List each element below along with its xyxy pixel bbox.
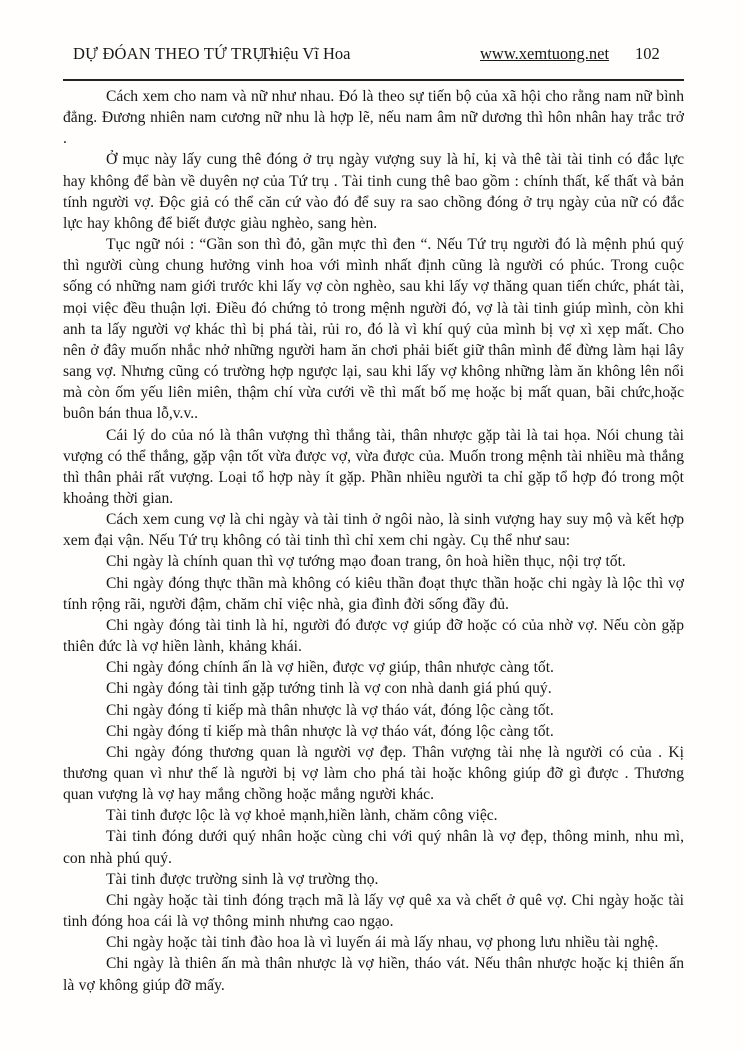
- page-number: 102: [635, 44, 660, 63]
- page-body: [63, 86, 684, 996]
- paragraph: Tài tinh được lộc là vợ khoẻ mạnh,hiền lành, chăm công việc.: [106, 807, 498, 825]
- header-divider: [63, 79, 684, 81]
- paragraph: Chi ngày đóng thực thần mà không có kiêu thần đoạt thực thần hoặc chi ngày là lộc thì vợ tính rộng rãi, người đậm, chăm chỉ việc nhà, gia đình đời sống đầy đủ.: [63, 574, 684, 613]
- paragraph: Tài tinh đóng dưới quý nhân hoặc cùng chi với quý nhân là vợ đẹp, thông minh, nhu mì, con nhà phú quý.: [63, 828, 684, 867]
- paragraph: Ở mục này lấy cung thê đóng ở trụ ngày vượng suy là hỉ, kị và thê tài tài tinh có đắc lực hay không để bàn về duyên nợ của Tứ trụ . Tài tinh cung thê bao gồm : chính thất, kế thất và bản tính người vợ. Độc giả có thể căn cứ vào đó để suy ra sao chồng đóng ở trụ ngày của nữ có đắc lực hay không để biết được giàu nghèo, sang hèn.: [63, 151, 684, 232]
- paragraph: Tài tinh được trường sinh là vợ trường thọ.: [106, 870, 379, 888]
- paragraph: Chi ngày là chính quan thì vợ tướng mạo đoan trang, ôn hoà hiền thục, nội trợ tốt.: [106, 553, 626, 571]
- book-title: DỰ ĐÓAN THEO TỨ TRỤ -: [73, 44, 275, 63]
- website-link: www.xemtuong.net: [480, 44, 610, 63]
- paragraph: Cách xem cho nam và nữ như nhau. Đó là theo sự tiến bộ của xã hội cho rằng nam nữ bình đẳng. Đương nhiên nam cương nữ nhu là hợp lẽ, nếu nam âm nữ dương thì hôn nhân hay trắc trở .: [63, 88, 684, 148]
- paragraph: Chi ngày đóng tỉ kiếp mà thân nhược là vợ tháo vát, đóng lộc càng tốt.: [106, 701, 554, 719]
- author-name: Thiệu Vĩ Hoa: [260, 44, 351, 63]
- page-header: [63, 44, 684, 68]
- paragraph: Chi ngày đóng tài tinh gặp tướng tinh là vợ con nhà danh giá phú quý.: [106, 680, 552, 698]
- paragraph: Chi ngày đóng tài tinh là hỉ, người đó được vợ giúp đỡ hoặc có của nhờ vợ. Nếu còn gặp thiên đức là vợ hiền lành, khảng khái.: [63, 616, 684, 656]
- paragraph: Chi ngày hoặc tài tinh đào hoa là vì luyến ái mà lấy nhau, vợ phong lưu nhiều tài nghệ.: [106, 934, 659, 952]
- paragraph: Chi ngày đóng thương quan là người vợ đẹp. Thân vượng tài nhẹ là người có của . Kị thương quan vì như thế là người bị vợ làm cho phá tài hoặc không giúp đỡ gì được . Thương quan vượng là vợ hay mắng chồng hoặc mắng người khác.: [63, 743, 684, 804]
- paragraph: Cái lý do của nó là thân vượng thì thắng tài, thân nhược gặp tài là tai họa. Nói chung tài vượng có thể thắng, gặp vận tốt vừa được vợ, vừa được của. Muốn trong mệnh tài nhiều mà thắng thì thân phải rất vượng. Loại tổ hợp này ít gặp. Phần nhiều người ta chỉ gặp tổ hợp đó trong một khoảng thời gian.: [63, 426, 684, 507]
- paragraph: Chi ngày hoặc tài tinh đóng trạch mã là lấy vợ quê xa và chết ở quê vợ. Chi ngày hoặc tài tinh đóng hoa cái là vợ thông minh nhưng cao ngạo.: [63, 891, 684, 931]
- paragraph: Cách xem cung vợ là chi ngày và tài tinh ở ngôi nào, là sinh vượng hay suy mộ và kết hợp xem đại vận. Nếu Tứ trụ không có tài tinh thì chỉ xem chi ngày. Cụ thể như sau:: [63, 511, 684, 550]
- paragraph: Chi ngày là thiên ấn mà thân nhược là vợ hiền, tháo vát. Nếu thân nhược hoặc kị thiên ấn là vợ không giúp đỡ mấy.: [63, 955, 684, 994]
- paragraph: Tục ngữ nói : “Gần son thì đỏ, gần mực thì đen “. Nếu Tứ trụ người đó là mệnh phú quý thì người cùng chung hưởng vinh hoa với mình nhất định cũng là người có phúc. Trong cuộc sống có những nam giới trước khi lấy vợ còn nghèo, sau khi lấy vợ thăng quan tiến chức, phát tài, mọi việc đều thuận lợi. Điều đó chứng tỏ trong mệnh người đó, vợ là tài tinh giúp mình, còn khi anh ta lấy người vợ khác thì bị phá tài, rủi ro, đó là vì khí quý của mình bị vợ xì xẹp mất. Cho nên ở đây muốn nhắc nhở những người ham ăn chơi phải biết giữ thân mình để đừng làm hại lây sang vợ. Nhưng cũng có trường hợp ngược lại, sau khi lấy vợ không những làm ăn không lên nổi mà còn ốm yếu liên miên, thậm chí vừa cưới về thì mất bố mẹ hoặc bị mất quan, bãi chức,hoặc buôn bán thua lỗ,v.v..: [63, 236, 684, 423]
- paragraph: Chi ngày đóng tỉ kiếp mà thân nhược là vợ tháo vát, đóng lộc càng tốt.: [106, 722, 554, 740]
- paragraph: Chi ngày đóng chính ấn là vợ hiền, được vợ giúp, thân nhược càng tốt.: [106, 659, 554, 677]
